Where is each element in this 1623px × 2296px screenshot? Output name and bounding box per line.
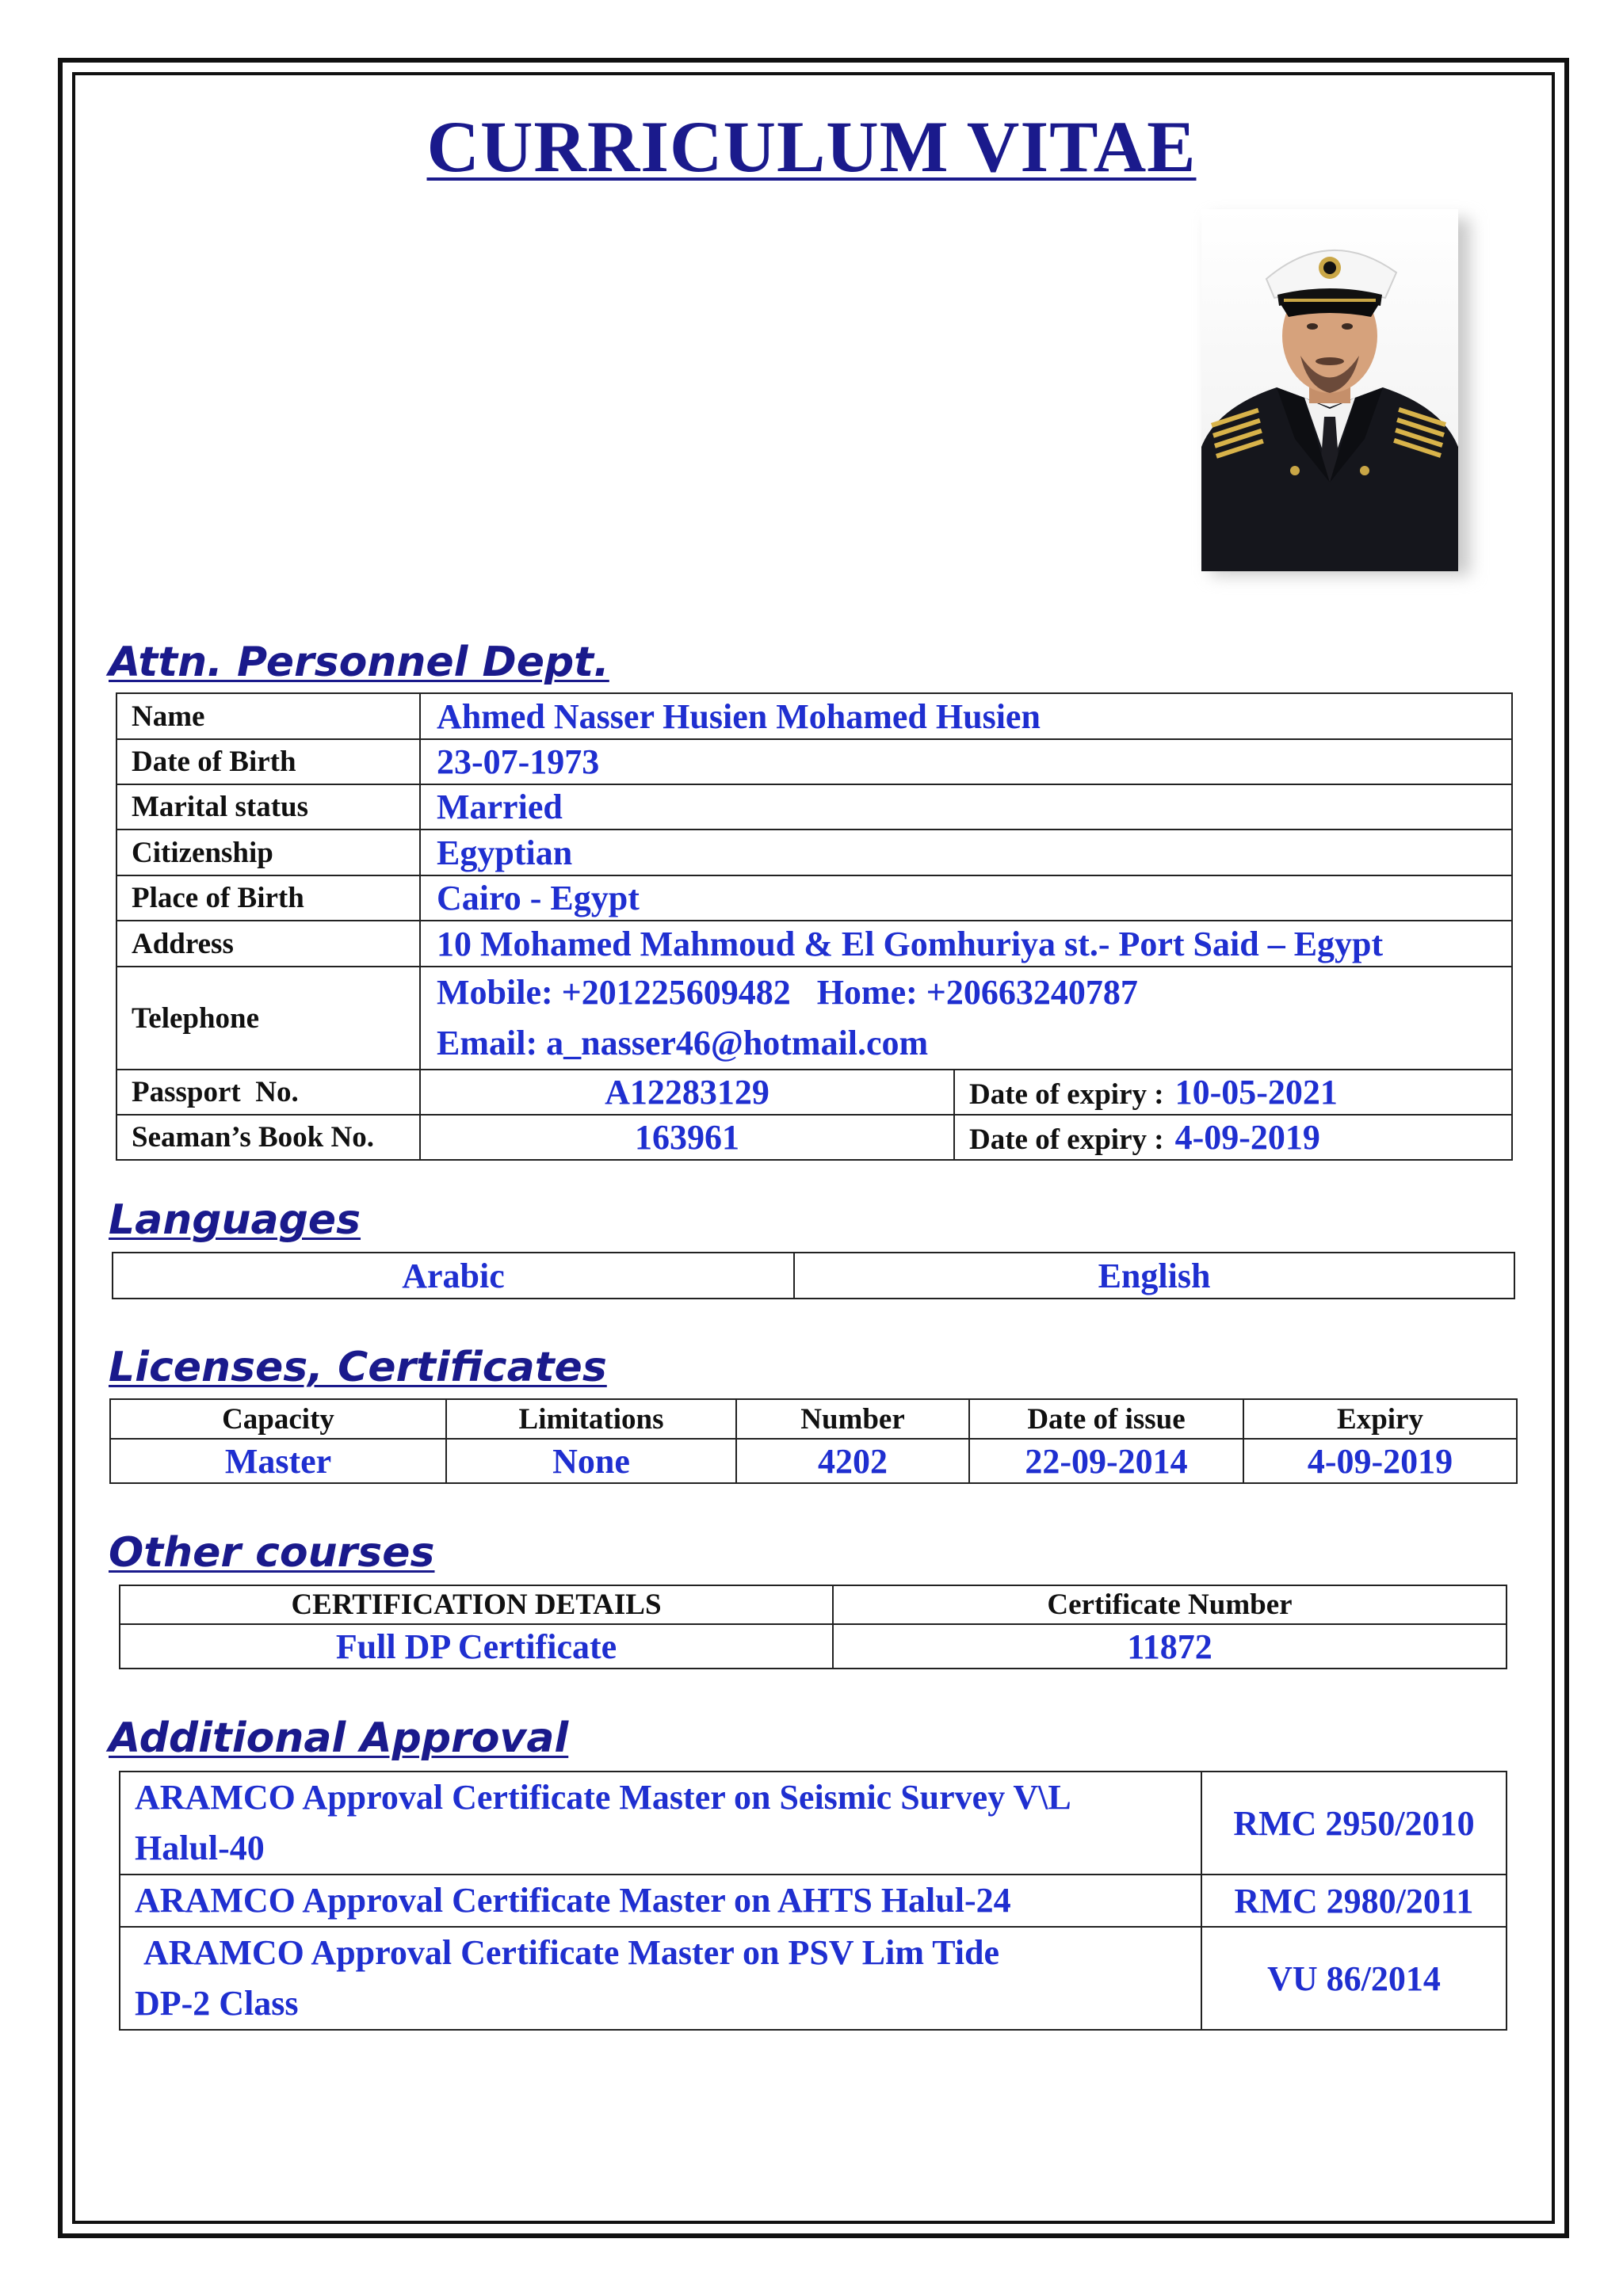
table-row [116, 921, 1512, 967]
course-header-details: CERTIFICATION DETAILS [120, 1585, 833, 1624]
approvals-table [119, 1771, 1507, 2031]
pob-value: Cairo - Egypt [420, 875, 1512, 921]
dob-value: 23-07-1973 [420, 739, 1512, 784]
language-arabic: Arabic [113, 1253, 794, 1299]
seaman-book-expiry [954, 1115, 1512, 1160]
licenses-table [109, 1398, 1518, 1484]
portrait-photo [1201, 209, 1458, 571]
languages-section-heading: Languages [109, 1196, 361, 1244]
passport-expiry-label: Date of expiry : [969, 1078, 1164, 1111]
table-row [120, 1624, 1507, 1669]
table-row [120, 1772, 1507, 1875]
marital-label: Marital status [116, 784, 420, 830]
name-label: Name [116, 693, 420, 739]
approval-description [120, 1875, 1201, 1927]
seaman-expiry-value: 4-09-2019 [1174, 1118, 1320, 1157]
table-row [116, 784, 1512, 830]
seaman-expiry-label: Date of expiry : [969, 1123, 1164, 1156]
dob-label: Date of Birth [116, 739, 420, 784]
table-row [110, 1399, 1517, 1439]
table-row [116, 967, 1512, 1070]
course-name: Full DP Certificate [120, 1624, 833, 1669]
course-certificate-number: 11872 [833, 1624, 1507, 1669]
approval-reference: RMC 2980/2011 [1201, 1875, 1507, 1927]
approval-line: ARAMCO Approval Certificate Master on Seismic Survey V\L [135, 1778, 1071, 1817]
table-row [116, 739, 1512, 784]
passport-label: Passport No. [116, 1070, 420, 1115]
courses-section-heading: Other courses [109, 1529, 435, 1577]
course-header-number: Certificate Number [833, 1585, 1507, 1624]
address-value: 10 Mohamed Mahmoud & El Gomhuriya st.- Port Said – Egypt [420, 921, 1512, 967]
approval-line: ARAMCO Approval Certificate Master on AHTS Halul-24 [135, 1881, 1011, 1920]
email-address: Email: a_nasser46@hotmail.com [437, 1024, 929, 1062]
license-capacity: Master [110, 1439, 446, 1483]
table-row [120, 1585, 1507, 1624]
approval-description [120, 1927, 1201, 2030]
passport-expiry-value: 10-05-2021 [1174, 1073, 1338, 1112]
address-label: Address [116, 921, 420, 967]
license-expiry: 4-09-2019 [1243, 1439, 1517, 1483]
phone-numbers: Mobile: +201225609482 Home: +20663240787 [437, 973, 1138, 1012]
telephone-value [420, 967, 1512, 1070]
table-row [116, 1115, 1512, 1160]
table-row [116, 830, 1512, 875]
table-row [116, 875, 1512, 921]
license-number: 4202 [736, 1439, 969, 1483]
languages-table [112, 1252, 1515, 1299]
marital-value: Married [420, 784, 1512, 830]
passport-value: A12283129 [420, 1070, 954, 1115]
license-limitations: None [446, 1439, 736, 1483]
table-row [116, 1070, 1512, 1115]
license-header-expiry: Expiry [1243, 1399, 1517, 1439]
personnel-section-heading: Attn. Personnel Dept. [109, 639, 609, 686]
license-date-of-issue: 22-09-2014 [969, 1439, 1243, 1483]
approval-reference: RMC 2950/2010 [1201, 1772, 1507, 1875]
approval-section-heading: Additional Approval [109, 1714, 569, 1762]
passport-expiry [954, 1070, 1512, 1115]
table-row [116, 693, 1512, 739]
approval-description [120, 1772, 1201, 1875]
approval-line: DP-2 Class [135, 1984, 299, 2023]
citizenship-value: Egyptian [420, 830, 1512, 875]
seaman-book-value: 163961 [420, 1115, 954, 1160]
table-row [113, 1253, 1514, 1299]
pob-label: Place of Birth [116, 875, 420, 921]
table-row [120, 1927, 1507, 2030]
table-row [110, 1439, 1517, 1483]
approval-line: Halul-40 [135, 1829, 265, 1867]
seaman-book-label: Seaman’s Book No. [116, 1115, 420, 1160]
personal-details-table [116, 692, 1513, 1161]
approval-reference: VU 86/2014 [1201, 1927, 1507, 2030]
language-english: English [794, 1253, 1514, 1299]
approval-line: ARAMCO Approval Certificate Master on PSV Lim Tide [135, 1933, 999, 1972]
license-header-number: Number [736, 1399, 969, 1439]
cv-title: CURRICULUM VITAE [426, 106, 1197, 187]
license-header-capacity: Capacity [110, 1399, 446, 1439]
courses-table [119, 1585, 1507, 1669]
license-header-date-of-issue: Date of issue [969, 1399, 1243, 1439]
citizenship-label: Citizenship [116, 830, 420, 875]
name-value: Ahmed Nasser Husien Mohamed Husien [420, 693, 1512, 739]
table-row [120, 1875, 1507, 1927]
licenses-section-heading: Licenses, Certificates [109, 1344, 607, 1391]
telephone-label: Telephone [116, 967, 420, 1070]
license-header-limitations: Limitations [446, 1399, 736, 1439]
